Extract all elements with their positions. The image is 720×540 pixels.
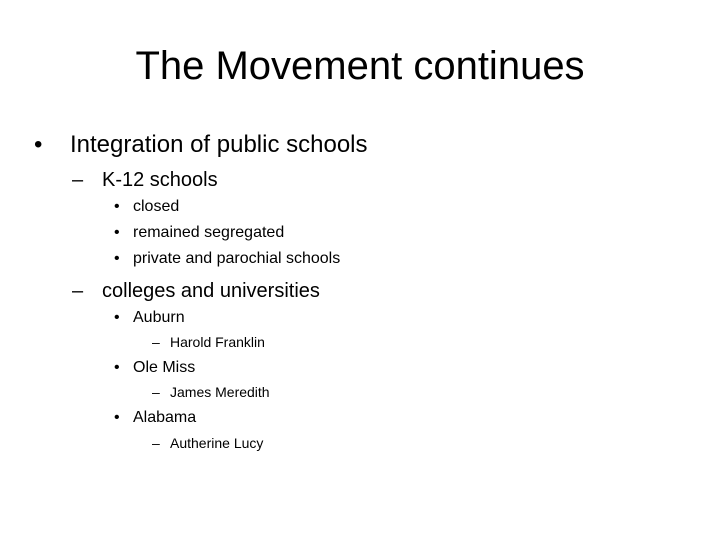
bullet-dot: • [114,224,120,241]
bullet-alabama: Alabama [133,409,197,426]
bullet-dash: – [72,280,84,302]
bullet-auburn: Auburn [133,309,185,326]
bullet-private-parochial: private and parochial schools [133,250,341,267]
bullet-dot: • [114,359,120,376]
bullet-colleges: colleges and universities [102,280,320,302]
bullet-harold-franklin: Harold Franklin [170,334,265,350]
bullet-autherine-lucy: Autherine Lucy [170,435,264,451]
bullet-closed: closed [133,198,180,215]
slide-title: The Movement continues [135,44,585,88]
bullet-dot: • [114,309,120,326]
bullet-dash: – [152,334,160,350]
bullet-ole-miss: Ole Miss [133,359,196,376]
bullet-dot: • [114,250,120,267]
bullet-dash: – [72,169,84,191]
bullet-dash: – [152,435,160,451]
bullet-dot: • [114,409,120,426]
bullet-dash: – [152,384,160,400]
bullet-k12: K-12 schools [102,169,218,191]
bullet-remained-segregated: remained segregated [133,224,285,241]
bullet-dot: • [114,198,120,215]
bullet-dot: • [34,131,43,158]
bullet-james-meredith: James Meredith [170,384,270,400]
bullet-integration: Integration of public schools [70,131,368,158]
